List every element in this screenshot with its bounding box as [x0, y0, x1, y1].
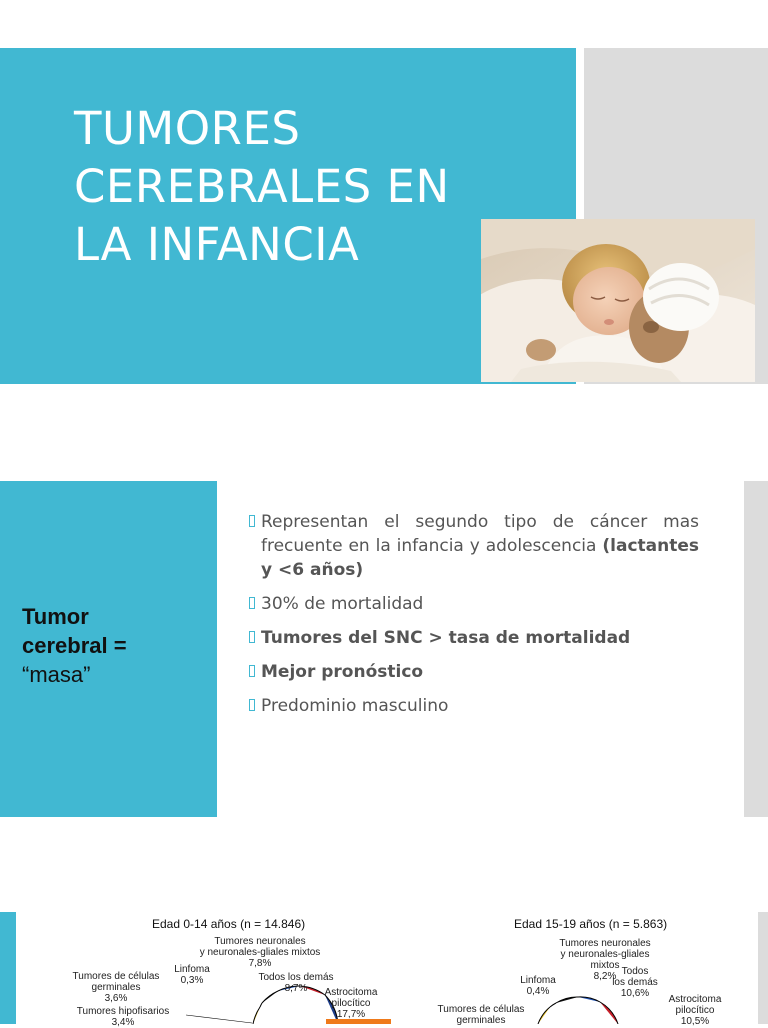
label-line: 8,7% [284, 983, 308, 994]
list-item [249, 510, 699, 582]
chart-title: Edad 0-14 años (n = 14.846) [152, 917, 306, 931]
bullet-bold-text: Mejor pronóstico [261, 662, 424, 682]
label-line: Astrocitoma [324, 987, 378, 998]
label-line: 8,2% [593, 971, 617, 982]
bullet-icon [249, 699, 255, 711]
label-line: pilocítico [331, 998, 371, 1009]
bullet-bold-text: (lactantes y <6 años) [261, 536, 699, 580]
chart-title: Edad 15-19 años (n = 5.863) [514, 917, 668, 931]
chart-slide-accent [0, 912, 16, 1024]
bullet-list [249, 510, 699, 728]
label-line: Tumores neuronales [214, 936, 306, 947]
label-line: 17,7% [336, 1009, 366, 1020]
leader-line [186, 1015, 252, 1023]
label-line: y neuronales-gliales [560, 949, 650, 960]
label-linfoma [168, 964, 216, 986]
pie-slice [538, 1007, 550, 1024]
label-line: Tumores de células [72, 971, 160, 982]
label-line: Linfoma [174, 964, 210, 975]
bullet-icon [249, 631, 255, 643]
pie-slice [578, 997, 600, 1002]
label-linfoma [515, 975, 561, 997]
slide-gray-edge [744, 481, 768, 817]
bullet-text: Predominio masculino [261, 696, 449, 716]
label-line: 10,5% [680, 1016, 710, 1027]
pie-slice [253, 1007, 260, 1024]
definition-bold: Tumor [22, 604, 89, 629]
label-line: germinales [91, 982, 141, 993]
label-line: 10,6% [620, 988, 650, 999]
sleeping-child-image [481, 219, 755, 382]
label-astro [664, 994, 726, 1027]
label-germ [70, 971, 162, 1004]
label-line: 0,3% [180, 975, 204, 986]
slide-title [74, 100, 534, 274]
list-item [249, 592, 699, 616]
label-line: Astrocitoma [668, 994, 722, 1005]
pie-slice [550, 1003, 556, 1007]
tumor-definition [22, 602, 212, 689]
pie-slice [260, 1003, 262, 1007]
label-line: Todos los demás [258, 972, 334, 983]
label-line: los demás [612, 977, 658, 988]
label-line: mixtos [590, 960, 620, 971]
label-line: Tumores neuronales [559, 938, 651, 949]
chart-slide-gray-edge [758, 912, 768, 1024]
label-line: germinales [456, 1015, 506, 1026]
label-astro [318, 987, 384, 1020]
label-line: pilocítico [675, 1005, 715, 1016]
bullet-icon [249, 597, 255, 609]
bullet-bold-text: Tumores del SNC > tasa de mortalidad [261, 628, 631, 648]
label-line: 3,4% [111, 1017, 135, 1028]
list-item [249, 694, 699, 718]
definition-normal: “masa” [22, 662, 91, 687]
bullet-icon [249, 515, 255, 527]
label-hipo [72, 1006, 174, 1028]
label-line: Linfoma [520, 975, 556, 986]
pie-slice [556, 997, 578, 1003]
title-line: LA INFANCIA [74, 218, 360, 271]
label-line: Tumores de células [437, 1004, 525, 1015]
label-line: 7,8% [248, 958, 272, 969]
label-line: 0,4% [526, 986, 550, 997]
pie-slice [600, 1002, 618, 1024]
title-line: CEREBRALES EN [74, 160, 450, 213]
label-todos [610, 966, 660, 999]
label-line: Tumores hipofisarios [76, 1006, 170, 1017]
title-line: TUMORES [74, 102, 301, 155]
bullet-icon [249, 665, 255, 677]
label-germ [434, 1004, 528, 1026]
label-line: 3,6% [104, 993, 128, 1004]
label-line: y neuronales-gliales mixtos [199, 947, 321, 958]
label-line: Todos [621, 966, 649, 977]
bullet-text: Representan el segundo tipo de cáncer mas frecuente en la infancia y adolescencia [261, 512, 699, 556]
child-photo [481, 219, 755, 382]
list-item [249, 660, 699, 684]
list-item [249, 626, 699, 650]
bullet-text: 30% de mortalidad [261, 594, 424, 614]
definition-bold: cerebral = [22, 633, 127, 658]
